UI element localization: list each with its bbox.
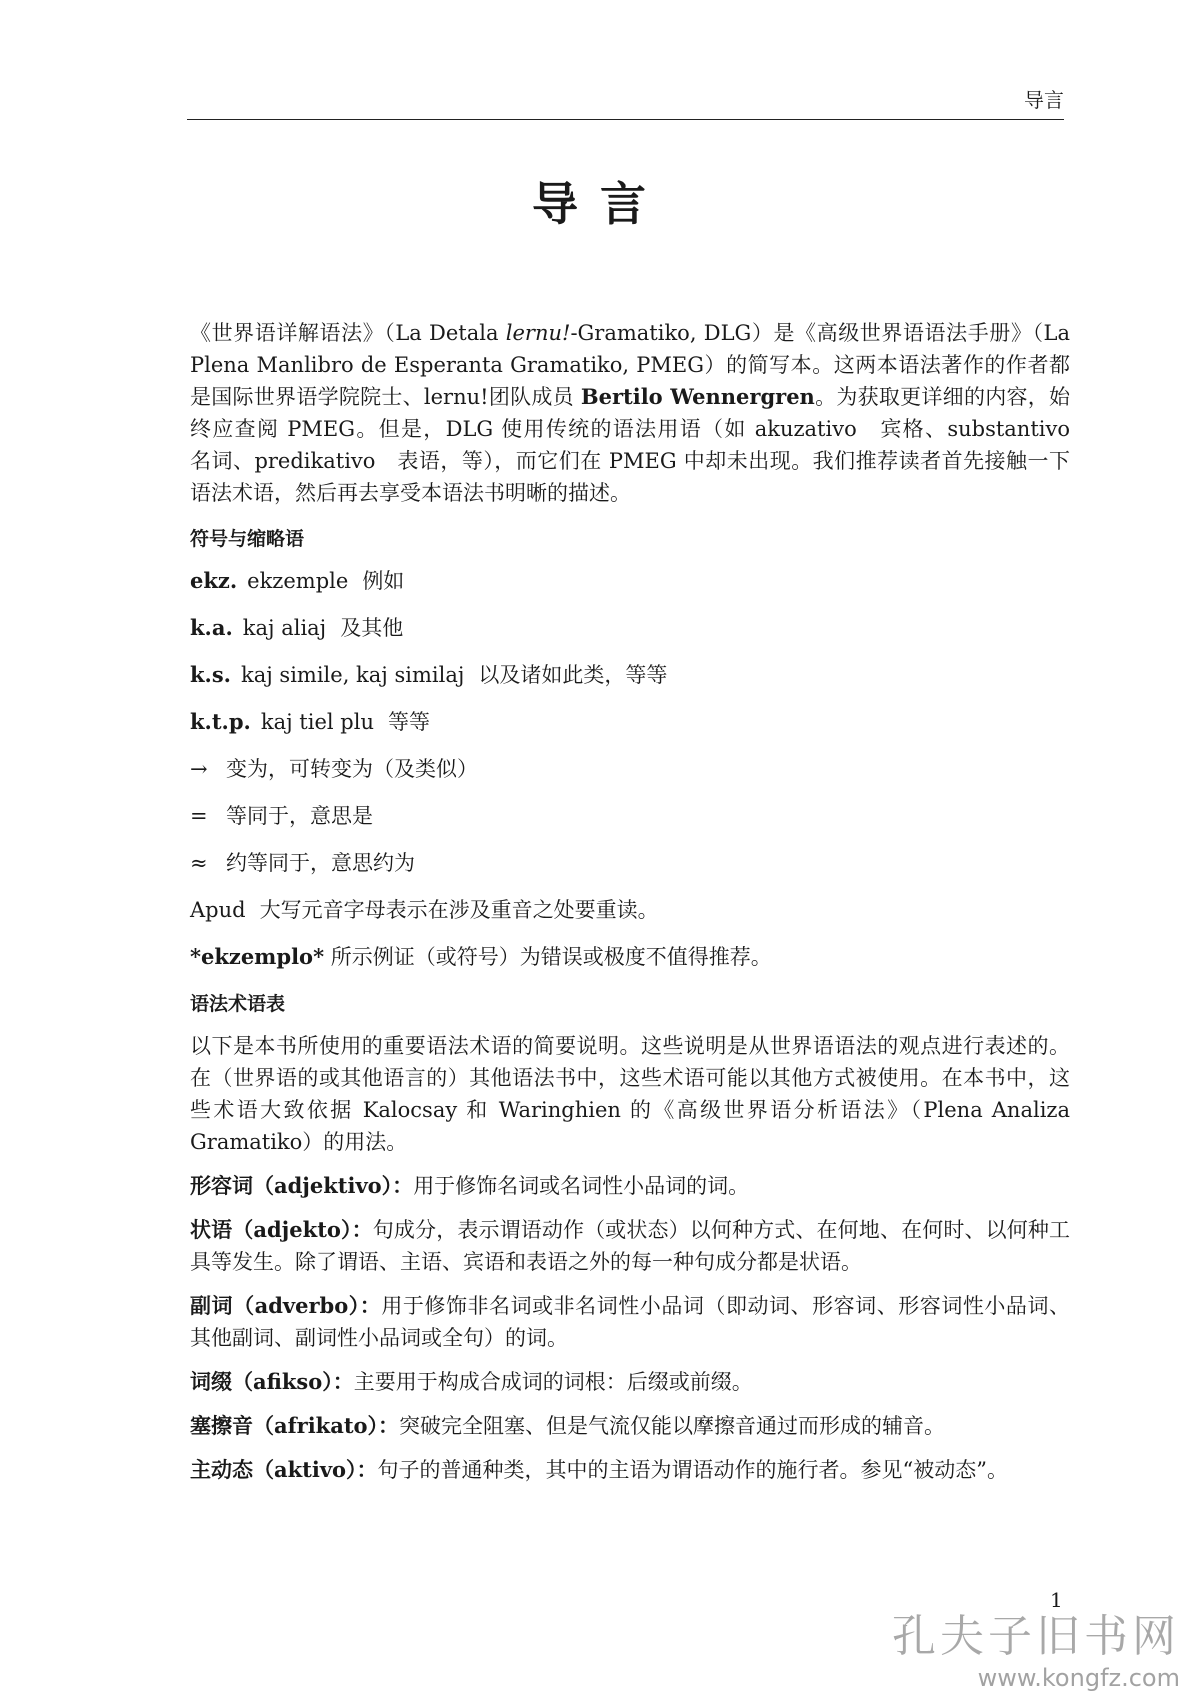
ekzemplo-item [190, 941, 1070, 973]
term-definition: 突破完全阻塞、但是气流仅能以摩擦音通过而形成的辅音。 [399, 1414, 946, 1438]
abbr-value: ekzemple [247, 569, 349, 593]
term-entry [190, 1170, 1070, 1202]
term-entry [190, 1366, 1070, 1398]
abbr-item [190, 565, 1070, 597]
term-entry [190, 1214, 1070, 1278]
apud-word: Apud [190, 898, 246, 922]
watermark-logo: 孔夫子旧书网 [892, 1611, 1180, 1662]
page-title: 导言 [532, 177, 668, 231]
abbr-key: k.s. [190, 662, 231, 687]
terms-intro: 以下是本书所使用的重要语法术语的简要说明。这些说明是从世界语语法的观点进行表述的。在（世界语的或其他语言的）其他语法书中，这些术语可能以其他方式被使用。在本书中，这些术语大致依据 Kalocsay 和 Waringhien 的《高级世界语分析语法》（Plena Analiza Gramatiko）的用法。 [190, 1034, 1070, 1154]
abbr-key: k.t.p. [190, 709, 251, 734]
abbr-key: ekz. [190, 568, 238, 593]
ekzemplo-word: *ekzemplo* [190, 944, 325, 969]
term-name: 形容词（adjektivo）： [190, 1173, 414, 1198]
author-name: Bertilo Wennergren [580, 384, 815, 409]
abbr-meaning: 及其他 [340, 616, 404, 640]
symbol-meaning: 约等同于，意思约为 [226, 851, 415, 875]
term-entry [190, 1410, 1070, 1442]
abbr-item [190, 659, 1070, 691]
term-entry [190, 1290, 1070, 1354]
ekzemplo-meaning: 所示例证（或符号）为错误或极度不值得推荐。 [330, 945, 772, 969]
abbr-key: k.a. [190, 615, 233, 640]
symbol-item [190, 847, 1070, 879]
apud-meaning: 大写元音字母表示在涉及重音之处要重读。 [259, 898, 659, 922]
symbol-item [190, 800, 1070, 832]
abbr-value: kaj tiel plu [260, 710, 374, 734]
term-definition: 主要用于构成合成词的词根：后缀或前缀。 [353, 1370, 753, 1394]
term-definition: 句子的普通种类，其中的主语为谓语动作的施行者。参见“被动态”。 [377, 1458, 1009, 1482]
abbr-value: kaj aliaj [242, 616, 327, 640]
term-definition: 句成分，表示谓语动作（或状态）以何种方式、在何地、在何时、以何种工具等发生。除了谓语、主语、宾语和表语之外的每一种句成分都是状语。 [190, 1218, 1070, 1274]
intro-text-1: 《世界语详解语法》（La Detala [190, 321, 506, 345]
document-body [190, 317, 1091, 1498]
page-number: 1 [1050, 1588, 1063, 1612]
abbr-meaning: 以及诸如此类，等等 [478, 663, 668, 687]
symbol-meaning: 等同于，意思是 [226, 804, 373, 828]
watermark [892, 1600, 1180, 1692]
symbol-meaning: 变为，可转变为（及类似） [226, 757, 478, 781]
term-entry [190, 1454, 1070, 1486]
intro-text-2: -Gramatiko, DLG）是《高级世界语语法手册》（La Plena Manlibro de Esperanta Gramatiko, PMEG）的简写本。这两本语法著作的作者都是国际世界语学院院士、lernu!团队成员 [190, 321, 1070, 409]
term-name: 主动态（aktivo）： [190, 1457, 378, 1482]
abbr-heading: 符号与缩略语 [190, 528, 305, 550]
abbr-item [190, 706, 1070, 738]
symbol-item [190, 753, 1070, 785]
apud-item [190, 894, 1070, 926]
term-name: 状语（adjekto）： [190, 1217, 373, 1242]
abbr-meaning: 等等 [387, 710, 430, 734]
abbr-meaning: 例如 [362, 569, 405, 593]
intro-paragraph [190, 317, 1091, 509]
abbr-item [190, 612, 1070, 644]
watermark-url: www.kongfz.com [977, 1664, 1180, 1692]
term-name: 塞擦音（afrikato）： [190, 1413, 400, 1438]
approx-symbol: ≈ [190, 851, 208, 875]
term-name: 词缀（afikso）： [190, 1369, 354, 1394]
abbr-value: kaj simile, kaj similaj [241, 663, 465, 687]
equals-symbol: = [190, 804, 208, 828]
arrow-symbol: → [190, 757, 208, 781]
term-name: 副词（adverbo）： [190, 1293, 382, 1318]
running-header: 导言 [187, 84, 1064, 120]
term-definition: 用于修饰名词或名词性小品词的词。 [413, 1174, 750, 1198]
terms-heading: 语法术语表 [190, 993, 286, 1015]
intro-text-3: 。为获取更详细的内容，始终应查阅 PMEG。但是，DLG 使用传统的语法用语（如 akuzativo 宾格、substantivo 名词、predikativo 表语，等），而它们在 PMEG 中却未出现。我们推荐读者首先接触一下语法术语，然后再去享受本语法书明晰的描述。 [190, 385, 1091, 505]
intro-italic-lernu: lernu! [505, 321, 571, 345]
term-definition: 用于修饰非名词或非名词性小品词（即动词、形容词、形容词性小品词、其他副词、副词性小品词或全句）的词。 [190, 1294, 1071, 1350]
